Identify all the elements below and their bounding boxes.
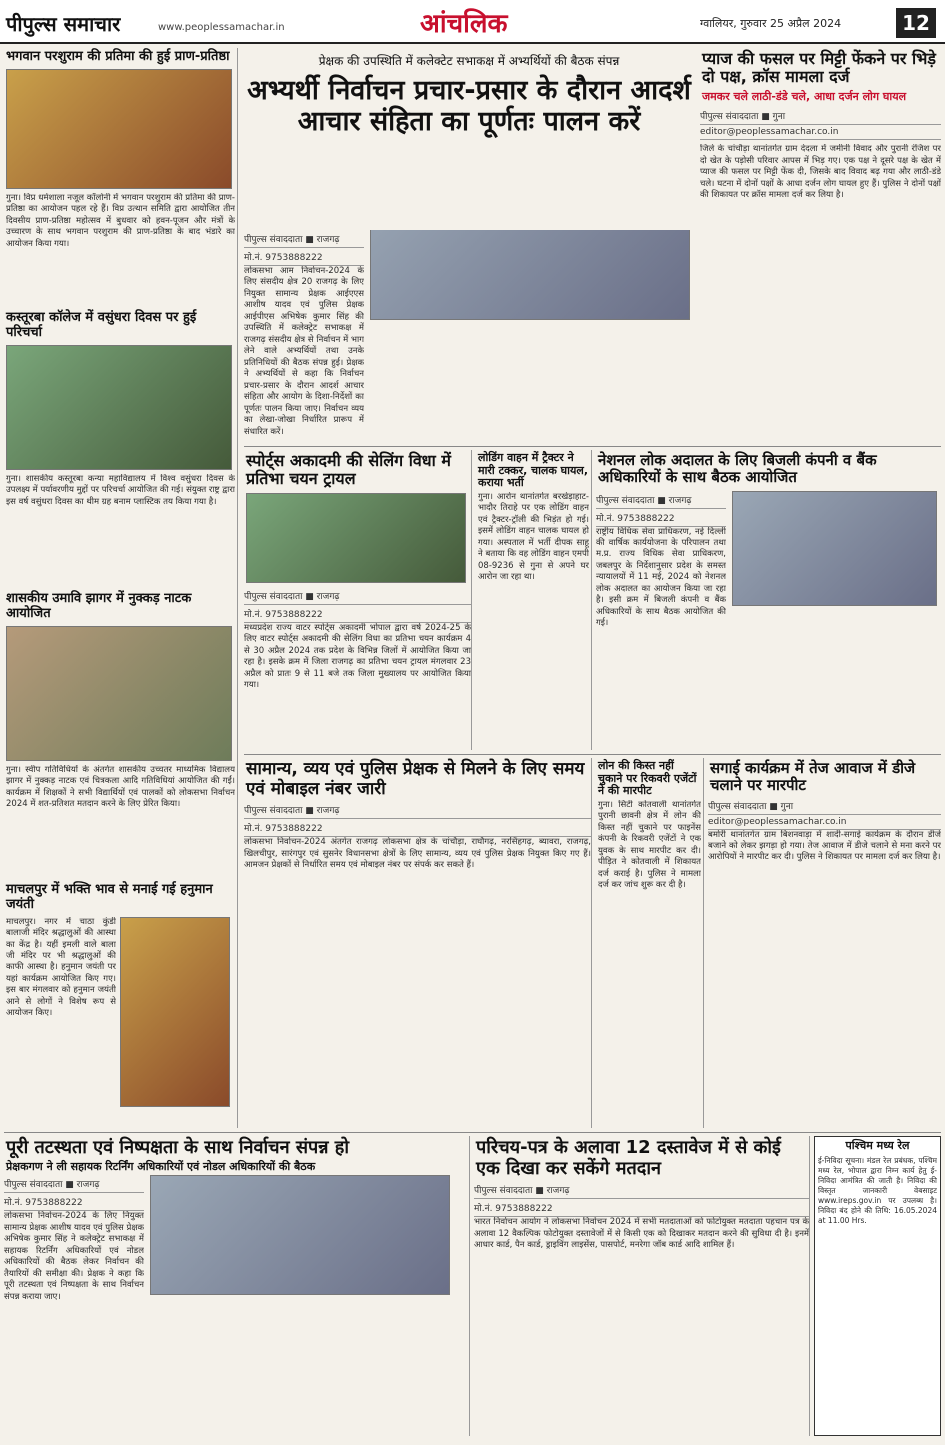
dateline: ग्वालियर, गुरुवार 25 अप्रैल 2024 — [700, 17, 842, 30]
nukkad-text: गुना। स्वीप गतिविधियों के अंतर्गत शासकीय उच्चतर माध्यमिक विद्यालय झागर में नुक्कड़ नाटक एवं चित्रकला आदि गतिविधियां आयोजित की गईं। कार्यक्रम में शिक्षकों ने सभी विद्यार्थियों एवं पालकों को लोकसभा निर्वाचन 2024 में शत-प्रतिशत मतदान करने के लिए प्रेरित किया। — [6, 764, 235, 810]
railway-tender-ad — [814, 1136, 941, 1436]
onion-subhead: जमकर चले लाठी-डंडे चले, आधा दर्जन लोग घायल — [702, 89, 907, 103]
sports-text: मध्यप्रदेश राज्य वाटर स्पोर्ट्स अकादमी भोपाल द्वारा वर्ष 2024-25 के लिए वाटर स्पोर्ट्स अकादमी की सेलिंग विधा का प्रतिभा चयन कार्यक्रम 4 से 30 अप्रैल 2024 तक प्रदेश के विभिन्न जिलों में आयोजित किया जा रहा है। इसके क्रम में जिला राजगढ़ का प्रतिभा चयन ट्रायल मंगलवार 23 अप्रैल को प्रातः 9 से 11 बजे तक जिला मुख्यालय पर आयोजित किया गया। — [244, 622, 471, 691]
bottom-left-byline: पीपुल्स संवाददाता ■ राजगढ़ — [4, 1175, 144, 1193]
main-story — [244, 48, 694, 228]
sports-story — [244, 450, 472, 750]
main-body — [244, 230, 692, 440]
parshuram-text: गुना। विप्र धर्मशाला नजूल कॉलोनी में भगवान परशुराम की प्रतिमा की प्राण-प्रतिष्ठा का आयोजन पहल रहे हैं। विप्र उत्थान समिति द्वारा आयोजित तीन दिवसीय प्राण-प्रतिष्ठा महोत्सव में बुधवार को हवन-पूजन और मंत्रों के उच्चारण के साथ भगवान परशुराम की प्राण-प्रतिष्ठा के बाद भंडारे का आयोजन किया गया। — [6, 192, 235, 249]
lokadalat-photo — [732, 491, 937, 606]
dj-byline: पीपुल्स संवाददाता ■ गुना — [708, 797, 941, 815]
bottom-mid-byline: पीपुल्स संवाददाता ■ राजगढ़ — [474, 1181, 809, 1199]
observer-byline: पीपुल्स संवाददाता ■ राजगढ़ — [244, 801, 591, 819]
observer-text: लोकसभा निर्वाचन-2024 अंतर्गत राजगढ़ लोकसभा क्षेत्र के चांचौड़ा, राघौगढ़, नरसिंहगढ़, ब्यावरा, राजगढ़, खिलचीपुर, सारंगपुर एवं सुसनेर विधानसभा क्षेत्रों के लिए सामान्य, व्यय एवं पुलिस प्रेक्षक नियुक्त किए गए हैं। आमजन प्रेक्षकों से निर्धारित समय एवं मोबाइल नंबर पर संपर्क कर सकते हैं। — [244, 837, 591, 871]
page-number: 12 — [896, 8, 936, 38]
newspaper-brand: पीपुल्स समाचार — [6, 12, 121, 36]
onion-story — [700, 48, 941, 443]
kasturba-photo — [6, 345, 232, 470]
nukkad-photo — [6, 626, 232, 761]
bottom-mid-story — [474, 1136, 810, 1436]
bottom-left-mobile: मो.नं. 9753888222 — [4, 1193, 144, 1211]
bottom-left-photo — [150, 1175, 450, 1295]
observer-headline: सामान्य, व्यय एवं पुलिस प्रेक्षक से मिलने के लिए समय एवं मोबाइल नंबर जारी — [246, 759, 585, 799]
bottom-mid-text: भारत निर्वाचन आयोग ने लोकसभा निर्वाचन 2024 में सभी मतदाताओं को फोटोयुक्त मतदाता पहचान पत्र के अलावा 12 वैकल्पिक फोटोयुक्त दस्तावेजों में से किसी एक को दिखाकर मतदान करने की सुविधा दी है। इनमें आधार कार्ड, पैन कार्ड, ड्राइविंग लाइसेंस, पासपोर्ट, मनरेगा जॉब कार्ड आदि शामिल हैं। — [474, 1217, 809, 1251]
loading-story — [476, 450, 592, 750]
bottom-left-text: लोकसभा निर्वाचन-2024 के लिए नियुक्त सामान्य प्रेक्षक आशीष यादव एवं पुलिस प्रेक्षक अभिषेक कुमार सिंह ने कलेक्ट्रेट सभाकक्ष में सहायक रिटर्निंग अधिकारियों एवं नोडल अधिकारियों की बैठक लेकर निर्वाचन की तैयारियों की समीक्षा की। प्रेक्षक ने कहा कि पूरी तटस्थता एवं निष्पक्षता के साथ निर्वाचन संपन्न कराया जाए। — [4, 1211, 144, 1302]
main-headline: अभ्यर्थी निर्वाचन प्रचार-प्रसार के दौरान आदर्श आचार संहिता का पूर्णतः पालन करें — [247, 75, 691, 138]
hanuman-headline: माचलपुर में भक्ति भाव से मनाई गई हनुमान जयंती — [6, 881, 213, 912]
divider — [244, 446, 941, 447]
lokadalat-mobile: मो.नं. 9753888222 — [596, 509, 726, 527]
main-byline: पीपुल्स संवाददाता ■ राजगढ़ — [244, 230, 364, 248]
observer-mobile: मो.नं. 9753888222 — [244, 819, 591, 837]
loading-text: गुना। आरोन थानांतर्गत बरखेड़ाहाट-भादौर तिराहे पर एक लोडिंग वाहन एवं ट्रैक्टर-ट्रॉली की भिड़ंत हो गई। इसमें लोडिंग वाहन चालक घायल हो गया। अस्पताल में भर्ती दीपक साहू ने बताया कि वह लोडिंग वाहन एमपी 08-9236 से गुना से अपने घर आरोन जा रहा था। — [478, 491, 589, 583]
section-title: आंचलिक — [420, 9, 508, 39]
loan-text: गुना। सिटी कोतवाली थानांतर्गत पुरानी छावनी क्षेत्र में लोन की किस्त नहीं चुकाने पर फाइनेंस कंपनी के रिकवरी एजेंटों ने एक युवक के साथ मारपीट कर दी। पीड़ित ने कोतवाली में शिकायत दर्ज कराई है। पुलिस ने मामला दर्ज कर जांच शुरू कर दी है। — [598, 799, 701, 891]
bottom-mid-headline: परिचय-पत्र के अलावा 12 दस्तावेज में से कोई एक दिखा कर सकेंगे मतदान — [476, 1137, 781, 1179]
masthead — [0, 0, 945, 44]
sports-mobile: मो.नं. 9753888222 — [244, 605, 471, 623]
observer-story — [244, 758, 592, 1128]
onion-byline: पीपुल्स संवाददाता ■ गुना — [700, 107, 941, 125]
main-photo — [370, 230, 690, 320]
dj-text: बमोरी थानांतर्गत ग्राम बिशनवाड़ा में शादी-सगाई कार्यक्रम के दौरान डीजे बजाने को लेकर झगड़ा हो गया। तेज आवाज में डीजे चलाने से मना करने पर आरोपियों ने मारपीट कर दी। पुलिस ने शिकायत पर मामला दर्ज कर लिया है। — [708, 829, 941, 863]
kasturba-headline: कस्तूरबा कॉलेज में वसुंधरा दिवस पर हुई परिचर्चा — [6, 309, 197, 340]
divider — [244, 754, 941, 755]
onion-headline: प्याज की फसल पर मिट्टी फेंकने पर भिड़े दो पक्ष, क्रॉस मामला दर्ज — [702, 49, 936, 87]
dj-email[interactable]: editor@peoplessamachar.co.in — [708, 815, 941, 830]
bottom-left-subhead: प्रेक्षकगण ने ली सहायक रिटर्निंग अधिकारियों एवं नोडल अधिकारियों की बैठक — [6, 1159, 316, 1173]
sports-photo — [246, 493, 466, 583]
sports-byline: पीपुल्स संवाददाता ■ राजगढ़ — [244, 587, 471, 605]
parshuram-photo — [6, 69, 232, 189]
ad-headline: पश्चिम मध्य रेल — [845, 1139, 910, 1152]
divider — [4, 1132, 941, 1133]
dj-story — [708, 758, 941, 1128]
lokadalat-byline: पीपुल्स संवाददाता ■ राजगढ़ — [596, 491, 726, 509]
onion-text: जिले के चांचौड़ा थानांतर्गत ग्राम देदला में जमीनी विवाद और पुरानी रंजिश पर दो खेत के पड़ोसी परिवार आपस में भिड़ गए। एक पक्ष ने दूसरे पक्ष के खेत में प्याज की फसल पर मिट्टी फेंक दी, जिसके बाद विवाद बढ़ गया और लाठी-डंडे चले। घटना में दोनों पक्षों के आधा दर्जन लोग घायल हुए हैं। पुलिस ने दोनों पक्षों की शिकायत पर क्रॉस मामला दर्ज कर लिया है। — [700, 144, 941, 201]
lokadalat-story — [596, 450, 941, 750]
lokadalat-headline: नेशनल लोक अदालत के लिए बिजली कंपनी व बैंक अधिकारियों के साथ बैठक आयोजित — [598, 451, 877, 487]
hanuman-photo — [120, 917, 230, 1107]
lokadalat-text: राष्ट्रीय विधिक सेवा प्राधिकरण, नई दिल्ली की वार्षिक कार्ययोजना के परिपालन तथा म.प्र. राज्य विधिक सेवा प्राधिकरण, जबलपुर के निर्देशानुसार प्रदेश के समस्त न्यायालयों में 11 मई, 2024 को नेशनल लोक अदालत का आयोजन किया जा रहा है। इसी क्रम में बिजली कंपनी व बैंक अधिकारियों के साथ बैठक आयोजित की गई। — [596, 526, 726, 629]
loan-headline: लोन की किस्त नहीं चुकाने पर रिकवरी एजेंटों ने की मारपीट — [598, 759, 697, 798]
parshuram-headline: भगवान परशुराम की प्रतिमा की हुई प्राण-प्रतिष्ठा — [6, 49, 230, 64]
dj-headline: सगाई कार्यक्रम में तेज आवाज में डीजे चलाने पर मारपीट — [710, 759, 916, 795]
bottom-left-headline: पूरी तटस्थता एवं निष्पक्षता के साथ निर्वाचन संपन्न हो — [6, 1137, 350, 1158]
left-column — [4, 48, 238, 1128]
loading-headline: लोडिंग वाहन में ट्रैक्टर ने मारी टक्कर, चालक घायल, कराया भर्ती — [478, 451, 589, 490]
bottom-left-story — [4, 1136, 470, 1436]
loan-story — [596, 758, 704, 1128]
hanuman-text: माचलपुर। नगर में चाठा कुंडी बालाजी मंदिर श्रद्धालुओं की आस्था का केंद्र है। यहीं इमली वाले बाला जी मंदिर पर भी श्रद्धालुओं की काफी आस्था है। हनुमान जयंती पर यहां कार्यक्रम आयोजित किए गए। इस बार मंगलवार को हनुमान जयंती आने से लोगों ने विशेष रूप से आयोजन किए। — [6, 916, 116, 1019]
kasturba-text: गुना। शासकीय कस्तूरबा कन्या महाविद्यालय में विश्व वसुंधरा दिवस के उपलक्ष्य में पर्यावरणीय मुद्दों पर परिचर्चा आयोजित की गई। संयुक्त राष्ट्र द्वारा इस वर्ष वसुंधरा दिवस का थीम ग्रह बनाम प्लास्टिक तय किया गया है। — [6, 473, 235, 507]
nukkad-headline: शासकीय उमावि झागर में नुक्कड़ नाटक आयोजित — [6, 590, 192, 621]
ad-text: ई-निविदा सूचना। मंडल रेल प्रबंधक, पश्चिम मध्य रेल, भोपाल द्वारा निम्न कार्य हेतु ई-निविदा आमंत्रित की जाती है। निविदा की विस्तृत जानकारी वेबसाइट www.ireps.gov.in पर उपलब्ध है। निविदा बंद होने की तिथि: 16.05.2024 at 11.00 Hrs. — [818, 1155, 937, 1226]
main-text: लोकसभा आम निर्वाचन-2024 के लिए संसदीय क्षेत्र 20 राजगढ़ के लिए नियुक्त सामान्य प्रेक्षक आईएएस आशीष यादव एवं पुलिस प्रेक्षक आईपीएस अभिषेक कुमार सिंह की उपस्थिति में कलेक्ट्रेट सभाकक्ष में राजगढ़ संसदीय क्षेत्र से निर्वाचन में भाग लेने वाले अभ्यर्थियों तथा उनके प्रतिनिधियों की बैठक संपन्न हुई। प्रेक्षक ने अभ्यर्थियों से कहा कि निर्वाचन प्रचार-प्रसार के दौरान आदर्श आचार संहिता और आयोग के दिशा-निर्देशों का पूर्णतः पालन किया जाए। निर्वाचन व्यय का लेखा-जोखा निर्धारित प्रारूप में संधारित करें। — [244, 266, 364, 437]
sports-headline: स्पोर्ट्स अकादमी की सेलिंग विधा में प्रतिभा चयन ट्रायल — [246, 451, 451, 489]
main-mobile: मो.नं. 9753888222 — [244, 248, 364, 266]
onion-email[interactable]: editor@peoplessamachar.co.in — [700, 125, 941, 140]
main-kicker: प्रेक्षक की उपस्थिति में कलेक्टेट सभाकक्ष में अभ्यर्थियों की बैठक संपन्न — [318, 54, 620, 68]
bottom-mid-mobile: मो.नं. 9753888222 — [474, 1199, 809, 1217]
newspaper-url[interactable]: www.peoplessamachar.in — [158, 22, 285, 33]
